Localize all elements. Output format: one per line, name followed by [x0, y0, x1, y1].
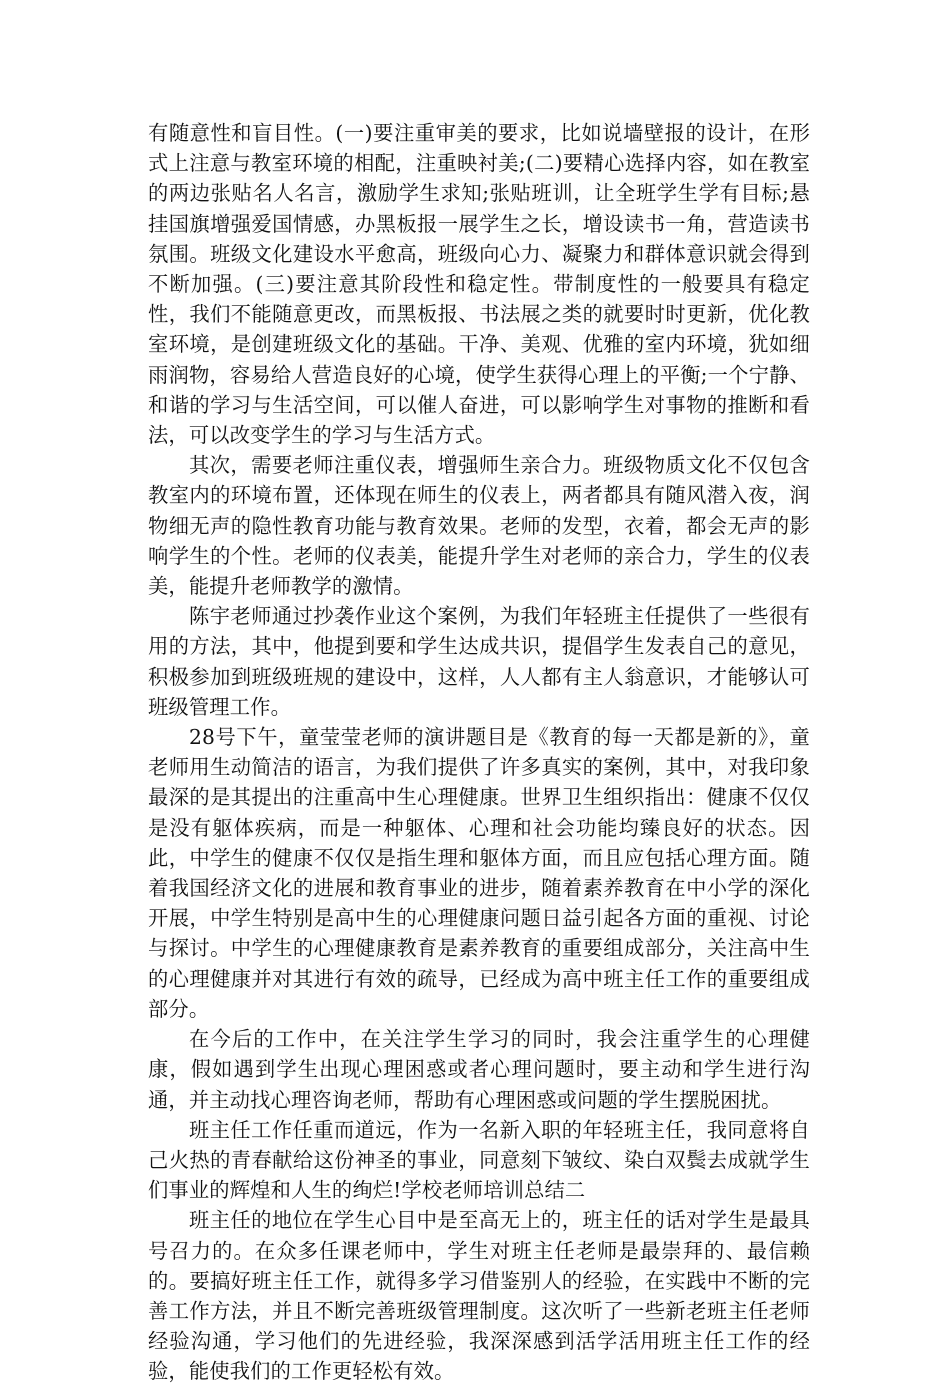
paragraph-teacher-appearance: 其次，需要老师注重仪表，增强师生亲合力。班级物质文化不仅包含教室内的环境布置，还体现在师生的仪表上，两者都具有随风潜入夜，润物细无声的隐性教育功能与教育效果。老师的发型，衣着，都会无声的影响学生的个性。老师的仪表美，能提升学生对老师的亲合力，学生的仪表美，能提升老师教学的激情。 — [148, 453, 810, 599]
document-page — [148, 118, 810, 1387]
paragraph-future-work: 在今后的工作中，在关注学生学习的同时，我会注重学生的心理健康，假如遇到学生出现心理困惑或者心理问题时，要主动和学生进行沟通，并主动找心理咨询老师，帮助有心理困惑或问题的学生摆脱困扰。 — [148, 1027, 810, 1112]
paragraph-dedication: 班主任工作任重而道远，作为一名新入职的年轻班主任，我同意将自己火热的青春献给这份神圣的事业，同意刻下皱纹、染白双鬓去成就学生们事业的辉煌和人生的绚烂!学校老师培训总结二 — [148, 1117, 810, 1203]
paragraph-head-teacher-role: 班主任的地位在学生心目中是至高无上的，班主任的话对学生是最具号召力的。在众多任课老师中，学生对班主任老师是最崇拜的、最信赖的。要搞好班主任工作，就得多学习借鉴别人的经验，在实践中不断的完善工作方法，并且不断完善班级管理制度。这次听了一些新老班主任老师经验沟通，学习他们的先进经验，我深深感到活学活用班主任工作的经验，能使我们的工作更轻松有效。 — [148, 1208, 810, 1384]
paragraph-mental-health-lecture: 28号下午，童莹莹老师的演讲题目是《教育的每一天都是新的》，童老师用生动简洁的语言，为我们提供了许多真实的案例，其中，对我印象最深的是其提出的注重高中生心理健康。世界卫生组织指出：健康不仅仅是没有躯体疾病，而是一种躯体、心理和社会功能均臻良好的状态。因此，中学生的健康不仅仅是指生理和躯体方面，而且应包括心理方面。随着我国经济文化的进展和教育事业的进步，随着素养教育在中小学的深化开展，中学生特别是高中生的心理健康问题日益引起各方面的重视、讨论与探讨。中学生的心理健康教育是素养教育的重要组成部分，关注高中生的心理健康并对其进行有效的疏导，已经成为高中班主任工作的重要组成部分。 — [148, 725, 810, 1021]
paragraph-class-culture-continued: 有随意性和盲目性。(一)要注重审美的要求，比如说墙壁报的设计，在形式上注意与教室环境的相配，注重映衬美;(二)要精心选择内容，如在教室的两边张贴名人名言，激励学生求知;张贴班训，让全班学生学有目标;悬挂国旗增强爱国情感，办黑板报一展学生之长，增设读书一角，营造读书氛围。班级文化建设水平愈高，班级向心力、凝聚力和群体意识就会得到不断加强。(三)要注意其阶段性和稳定性。带制度性的一般要具有稳定性，我们不能随意更改，而黑板报、书法展之类的就要时时更新，优化教室环境，是创建班级文化的基础。干净、美观、优雅的室内环境，犹如细雨润物，容易给人营造良好的心境，使学生获得心理上的平衡;一个宁静、和谐的学习与生活空间，可以催人奋进，可以影响学生对事物的推断和看法，可以改变学生的学习与生活方式。 — [148, 121, 810, 448]
paragraph-chen-yu-case: 陈宇老师通过抄袭作业这个案例，为我们年轻班主任提供了一些很有用的方法，其中，他提到要和学生达成共识，提倡学生发表自己的意见，积极参加到班级班规的建设中，这样，人人都有主人翁意识，才能够认可班级管理工作。 — [148, 604, 810, 719]
